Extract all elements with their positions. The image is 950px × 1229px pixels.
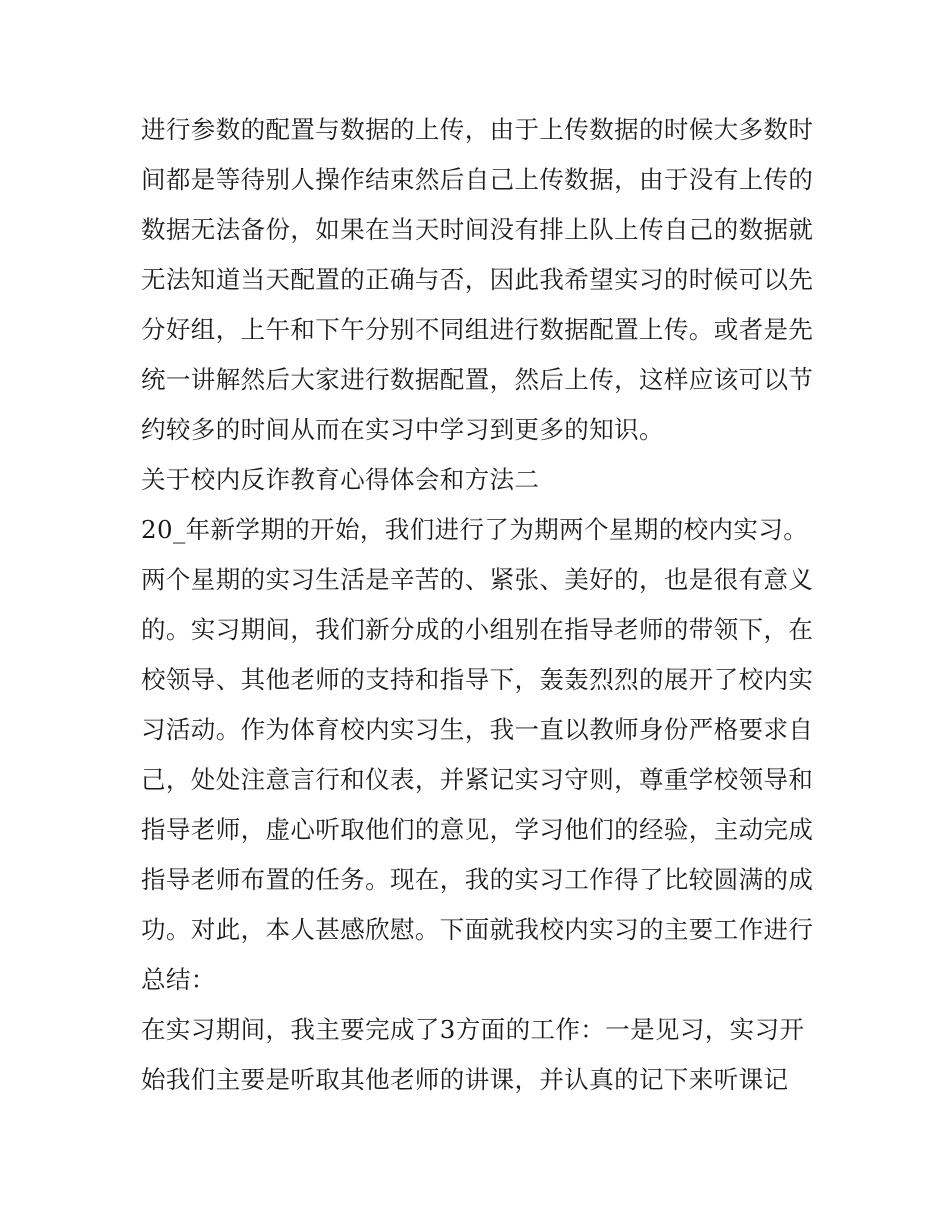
text-line: 统一讲解然后大家进行数据配置，然后上传，这样应该可以节 [141, 365, 814, 394]
text-line: 在实习期间，我主要完成了3方面的工作：一是见习，实习开 [141, 1015, 805, 1044]
text-line: 数据无法备份，如果在当天时间没有排上队上传自己的数据就 [141, 215, 814, 244]
text-line: 习活动。作为体育校内实习生，我一直以教师身份严格要求自 [141, 715, 814, 744]
text-line: 指导老师，虚心听取他们的意见，学习他们的经验，主动完成 [141, 815, 814, 844]
text-line: 的。实习期间，我们新分成的小组别在指导老师的带领下，在 [141, 615, 814, 644]
section-heading: 关于校内反诈教育心得体会和方法二 [141, 465, 540, 494]
text-line: 始我们主要是听取其他老师的讲课，并认真的记下来听课记 [141, 1065, 789, 1094]
text-line: 间都是等待别人操作结束然后自己上传数据，由于没有上传的 [141, 165, 814, 194]
text-line: 校领导、其他老师的支持和指导下，轰轰烈烈的展开了校内实 [141, 665, 814, 694]
text-line: 总结： [141, 965, 216, 994]
text-line: 无法知道当天配置的正确与否，因此我希望实习的时候可以先 [141, 265, 814, 294]
text-line: 20_年新学期的开始，我们进行了为期两个星期的校内实习。 [141, 515, 809, 544]
text-line: 两个星期的实习生活是辛苦的、紧张、美好的，也是很有意义 [141, 565, 814, 594]
text-line: 己，处处注意言行和仪表，并紧记实习守则，尊重学校领导和 [141, 765, 814, 794]
text-line: 约较多的时间从而在实习中学习到更多的知识。 [141, 415, 664, 444]
text-line: 功。对此，本人甚感欣慰。下面就我校内实习的主要工作进行 [141, 915, 814, 944]
text-line: 指导老师布置的任务。现在，我的实习工作得了比较圆满的成 [141, 865, 814, 894]
text-line: 分好组，上午和下午分别不同组进行数据配置上传。或者是先 [141, 315, 814, 344]
text-line: 进行参数的配置与数据的上传，由于上传数据的时候大多数时 [141, 115, 814, 144]
